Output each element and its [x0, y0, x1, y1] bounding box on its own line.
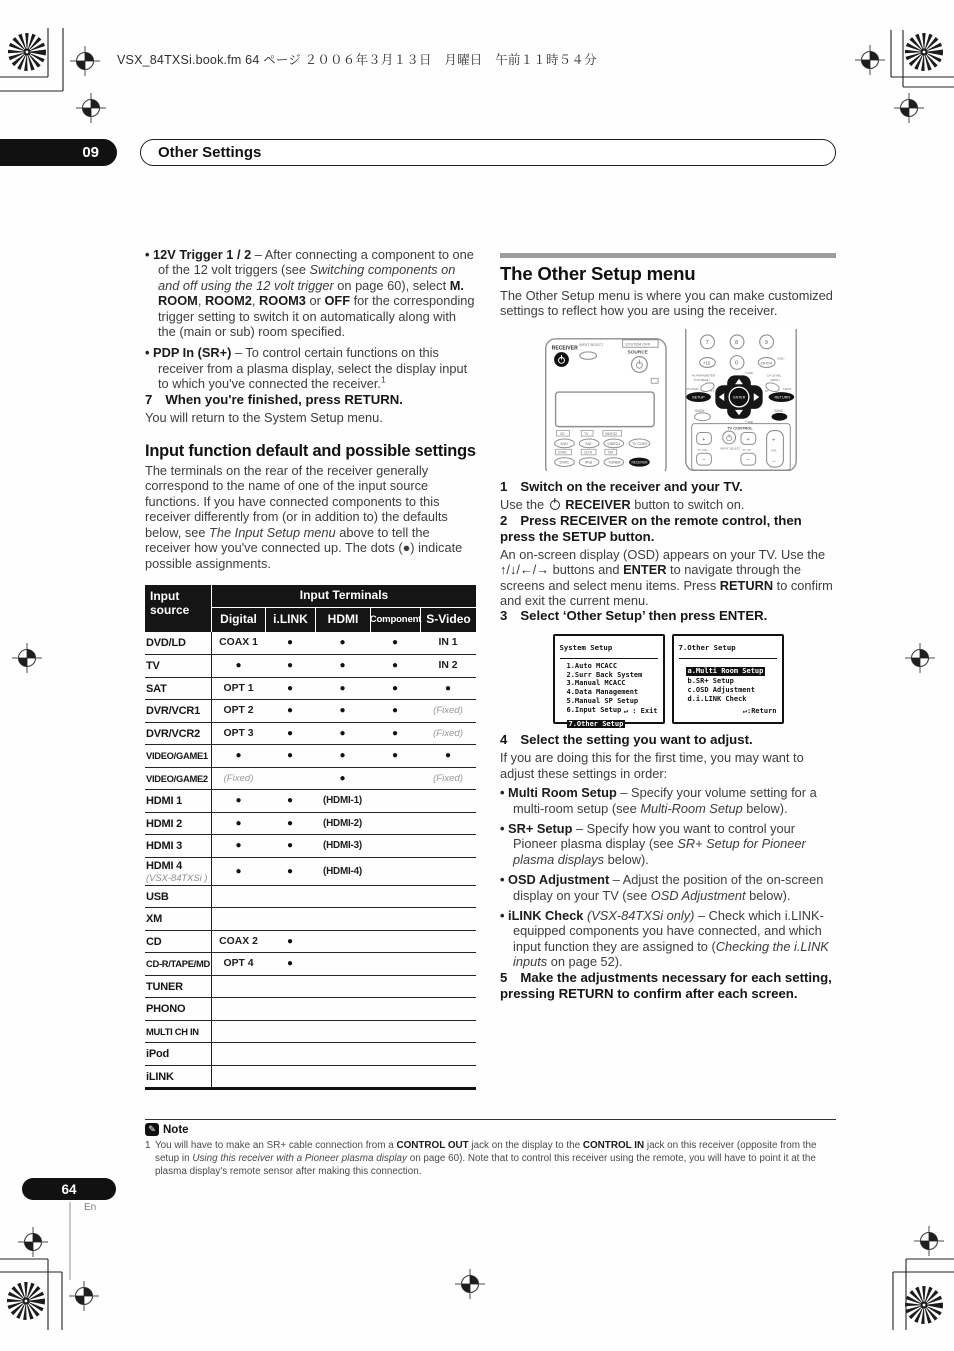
digit-8: 8: [735, 340, 739, 347]
table-row: HDMI 2 ● ● (HDMI-2): [145, 812, 476, 835]
tv-ch-plus-button: +: [746, 437, 750, 444]
osd-menu-item: 6.Input Setup: [566, 705, 622, 714]
column-header-input-source: Input source: [150, 588, 190, 617]
note-divider: [145, 1119, 836, 1120]
column-header-input-terminals: Input Terminals: [299, 588, 389, 603]
step-7-title: 7 When you're finished, press RETURN.: [145, 391, 403, 407]
tune-up-label: TUNE: [744, 371, 753, 376]
plus10-button-label: +10: [703, 360, 711, 366]
tune-down-label: TUNE: [744, 420, 753, 425]
osd-panel-other-setup: [672, 634, 784, 724]
table-row: DVR/VCR2 OPT 3 ● ● ● (Fixed): [145, 722, 476, 745]
st-left-label: ST: [710, 389, 715, 394]
table-row: CD COAX 2 ●: [145, 930, 476, 953]
source-label: SOURCE: [627, 350, 648, 356]
menu-label: MENU: [770, 378, 780, 383]
dvd-button-label: DVD: [560, 442, 569, 447]
bullet-item-ilink-check: • iLINK Check (VSX-84TXSi only) – Check which i.LINK-equipped components you have connected, and which input function they are assigned to (Checking the i.LINK inputs on page 52).: [500, 908, 836, 970]
step-5-title: 5 Make the adjustments necessary for each setting, pressing RETURN to confirm after each screen.: [500, 969, 832, 1001]
footnote-1: [145, 1139, 836, 1178]
dtv-dvd-label: DTV/DVD: [685, 387, 699, 392]
left-column: [145, 247, 476, 1090]
table-row: USB: [145, 885, 476, 908]
remote-control-illustration: [539, 329, 797, 471]
note-label: Note: [163, 1123, 189, 1136]
remote-right-fragment: [686, 329, 796, 471]
av-parameter-label: AV PARAMETER: [691, 373, 716, 378]
t-edit-label: T.EDIT: [782, 387, 792, 392]
setup-button-label: SETUP: [692, 395, 705, 400]
table-row: TUNER: [145, 975, 476, 998]
tv-control-label: TV CONTROL: [727, 425, 753, 431]
step-7-body: You will return to the System Setup menu.: [145, 409, 383, 425]
table-row: XM: [145, 907, 476, 930]
return-button-label: RETURN: [774, 395, 791, 400]
tuner-button-label: TUNER: [608, 460, 621, 465]
bullet-item-multi-room-setup: • Multi Room Setup – Specify your volume setting for a multi-room setup (see Multi-Room Setup below).: [500, 785, 836, 816]
running-header: VSX_84TXSi.book.fm 64 ページ ２００６年３月１３日 月曜日 午前１１時５４分: [117, 53, 597, 67]
step-4-title: 4 Select the setting you want to adjust.: [500, 732, 753, 748]
tv-vol-label: TV VOL: [697, 448, 708, 453]
source-label-row-2: [556, 450, 617, 456]
cd-label: CD: [560, 432, 565, 437]
input-function-intro: The terminals on the rear of the receiver generally correspond to the name of one of the input source functions. If you have connected components to this receiver differently from (or in addition to) the defaults below, see The Input Setup menu above to tell the receiver how you've connected up. The dots (●) indicate possible assignments.: [145, 463, 463, 571]
dvr1-button-label: DVR1: [559, 460, 569, 465]
table-row: DVD/LD COAX 1 ● ● ● IN 1: [145, 632, 476, 655]
table-row: HDMI 3 ● ● (HDMI-3): [145, 834, 476, 857]
disc-label: DISC: [777, 356, 785, 361]
table-row: iLINK: [145, 1065, 476, 1088]
table-row: iPod: [145, 1042, 476, 1065]
lcd-display: [556, 392, 655, 427]
tv-input-select-label: INPUT SELECT: [720, 446, 741, 451]
footnote-marker: 1: [145, 1140, 151, 1151]
osd-menu-item: 3.Manual MCACC: [566, 679, 626, 688]
table-row: DVR/VCR1 OPT 2 ● ● ● (Fixed): [145, 699, 476, 722]
note-header: [145, 1123, 836, 1136]
digit-0: 0: [735, 361, 739, 368]
chapter-title-box: [140, 139, 836, 166]
input-assignment-table: [145, 585, 476, 1091]
column-header-svideo: S-Video: [420, 608, 476, 632]
table-header: [145, 585, 476, 632]
page-number-badge: 64: [22, 1178, 116, 1200]
step-2-title: 2 Press RECEIVER on the remote control, then press the SETUP button.: [500, 512, 802, 544]
osd-menu-item: 1.Auto MCACC: [566, 661, 618, 670]
table-body: [145, 632, 476, 1088]
remote-left-fragment: [546, 339, 666, 471]
osd-screens-illustration: [500, 634, 836, 728]
column-header-ilink: i.LINK: [265, 608, 315, 632]
ch-level-label: CH LEVEL: [766, 373, 782, 378]
column-header-component: Component: [370, 608, 420, 632]
step-4-body: If you are doing this for the first time, you may want to adjust these settings in order:: [500, 750, 804, 781]
tv-vol-minus-button: −: [702, 458, 706, 465]
power-icon: [550, 500, 560, 510]
osd-menu-item: b.SR+ Setup: [687, 677, 734, 686]
table-row: HDMI 4 (VSX-84TXSi ) ● ● (HDMI-4): [145, 857, 476, 885]
xm-label: XM: [607, 450, 613, 455]
enter-button-label: ENTER: [733, 395, 746, 400]
osd-menu-item: d.i.LINK Check: [687, 694, 747, 703]
osd-system-setup-title: System Setup: [560, 640, 658, 658]
table-subheader: [212, 607, 476, 632]
table-row: HDMI 1 ● ● (HDMI-1): [145, 789, 476, 812]
video1-button-label: VIDEO1: [607, 442, 621, 447]
dvr2-label: DVR2: [558, 450, 567, 455]
table-row: VIDEO/GAME2 (Fixed) ● (Fixed): [145, 767, 476, 790]
vol-label: VOL: [771, 448, 777, 453]
vol-plus-button: +: [772, 437, 776, 444]
osd-exit-hint: ↵ : Exit: [623, 706, 658, 715]
table-row: CD-R/TAPE/MD OPT 4 ●: [145, 952, 476, 975]
tv-ch-minus-button: −: [746, 458, 751, 465]
language-label: En: [84, 1202, 97, 1213]
note-pencil-icon: ✎: [145, 1123, 159, 1136]
receiver-power-button-icon: [554, 352, 569, 367]
input-select-label: INPUT SELECT: [579, 343, 604, 348]
bullet-item-12v-trigger: • 12V Trigger 1 / 2 – After connecting a component to one of the 12 volt triggers (see Switching components on and off using the 12 volt trigger on page 60), select M. ROOM, ROOM2, ROOM3 or OFF for the corresponding trigger setting to switch it on automatically along with the (main or sub) room specified.: [145, 247, 476, 339]
section-heading-input-function: Input function default and possible settings: [145, 442, 476, 461]
video2-label: VIDEO2: [604, 432, 618, 437]
band-button: [772, 413, 788, 421]
osd-return-hint: ↵:Return: [742, 706, 777, 715]
osd-menu-item: 4.Data Management: [566, 688, 639, 697]
section-divider-bar: [500, 253, 836, 258]
tv-cont-button-label: TV CONT: [632, 442, 648, 447]
table-row: VIDEO/GAME1 ● ● ● ● ●: [145, 744, 476, 767]
table-row: SAT OPT 1 ● ● ● ●: [145, 677, 476, 700]
st-right-label: ST: [764, 389, 769, 394]
osd-menu-item: 5.Manual SP Setup: [566, 696, 639, 705]
step-1-body: Use the RECEIVER button to switch on.: [500, 497, 745, 513]
chapter-number-badge: 09: [0, 139, 117, 166]
receiver-mode-button-label: RECEIVER: [631, 460, 648, 465]
guide-label: GUIDE: [694, 409, 705, 414]
band-label: BAND: [774, 409, 784, 414]
digit-7: 7: [705, 340, 709, 347]
section-heading-other-setup: The Other Setup menu: [500, 262, 696, 284]
column-header-digital: Digital: [220, 612, 257, 627]
cd-r-label: CD-R: [583, 450, 593, 455]
top-menu-label: TOP MENU: [693, 378, 710, 383]
osd-other-setup-title: 7.Other Setup: [679, 640, 777, 658]
osd-menu-item: 7.Other Setup: [568, 719, 624, 728]
table-row: MULTI CH IN: [145, 1020, 476, 1043]
tv-ch-label: TV CH: [742, 448, 751, 453]
column-header-hdmi: HDMI: [315, 608, 370, 632]
system-off-label: SYSTEM OFF: [625, 341, 651, 347]
chapter-title: Other Settings: [158, 144, 262, 161]
osd-menu-item: 2.Surr Back System: [566, 670, 643, 679]
receiver-label: RECEIVER: [551, 346, 578, 353]
sat-button-label: SAT: [585, 442, 592, 447]
step-3-title: 3 Select ‘Other Setup’ then press ENTER.: [500, 608, 768, 624]
vol-minus-button: −: [772, 459, 776, 466]
table-row: TV ● ● ● ● IN 2: [145, 654, 476, 677]
bullet-item-osd-adjustment: • OSD Adjustment – Adjust the position of the on-screen display on your TV (see OSD Adjustment below).: [500, 872, 836, 903]
digit-9: 9: [764, 340, 768, 347]
osd-menu-item: c.OSD Adjustment: [687, 685, 755, 694]
enter-disc-button-label: ENTER: [760, 361, 773, 366]
tv-label: TV: [584, 432, 589, 437]
step-2-body: An on-screen display (OSD) appears on your TV. Use the ↑/↓/←/→ buttons and ENTER to navigate through the screens and select menu items. Press RETURN to confirm and exit the current menu.: [500, 546, 833, 608]
other-setup-intro: The Other Setup menu is where you can make customized settings to reflect how you are using the receiver.: [500, 287, 833, 318]
osd-panel-system-setup: [553, 634, 665, 728]
note-section: [145, 1119, 836, 1178]
footnote-text: You will have to make an SR+ cable connection from a CONTROL OUT jack on the display to the CONTROL IN jack on this receiver (opposite from the setup in Using this receiver with a Pioneer plasma display on page 60). Note that to control this receiver using the remote, you will have to point it at the plasma display's remote sensor after making this connection.: [155, 1140, 817, 1177]
ipod-button-label: iPod: [585, 460, 593, 465]
tv-vol-plus-button: +: [702, 437, 706, 444]
bullet-item-sr-plus-setup: • SR+ Setup – Specify how you want to control your Pioneer plasma display (see SR+ Setup for Pioneer plasma displays below).: [500, 821, 836, 867]
osd-menu-item: a.Multi Room Setup: [687, 666, 764, 675]
bullet-item-pdp-in: • PDP In (SR+) – To control certain functions on this receiver from a plasma display, select the display input to which you've connected the receiver.$^1$: [145, 345, 476, 391]
step-1-title: 1 Switch on the receiver and your TV.: [500, 479, 743, 495]
right-column: [500, 253, 836, 1002]
table-row: PHONO: [145, 997, 476, 1020]
